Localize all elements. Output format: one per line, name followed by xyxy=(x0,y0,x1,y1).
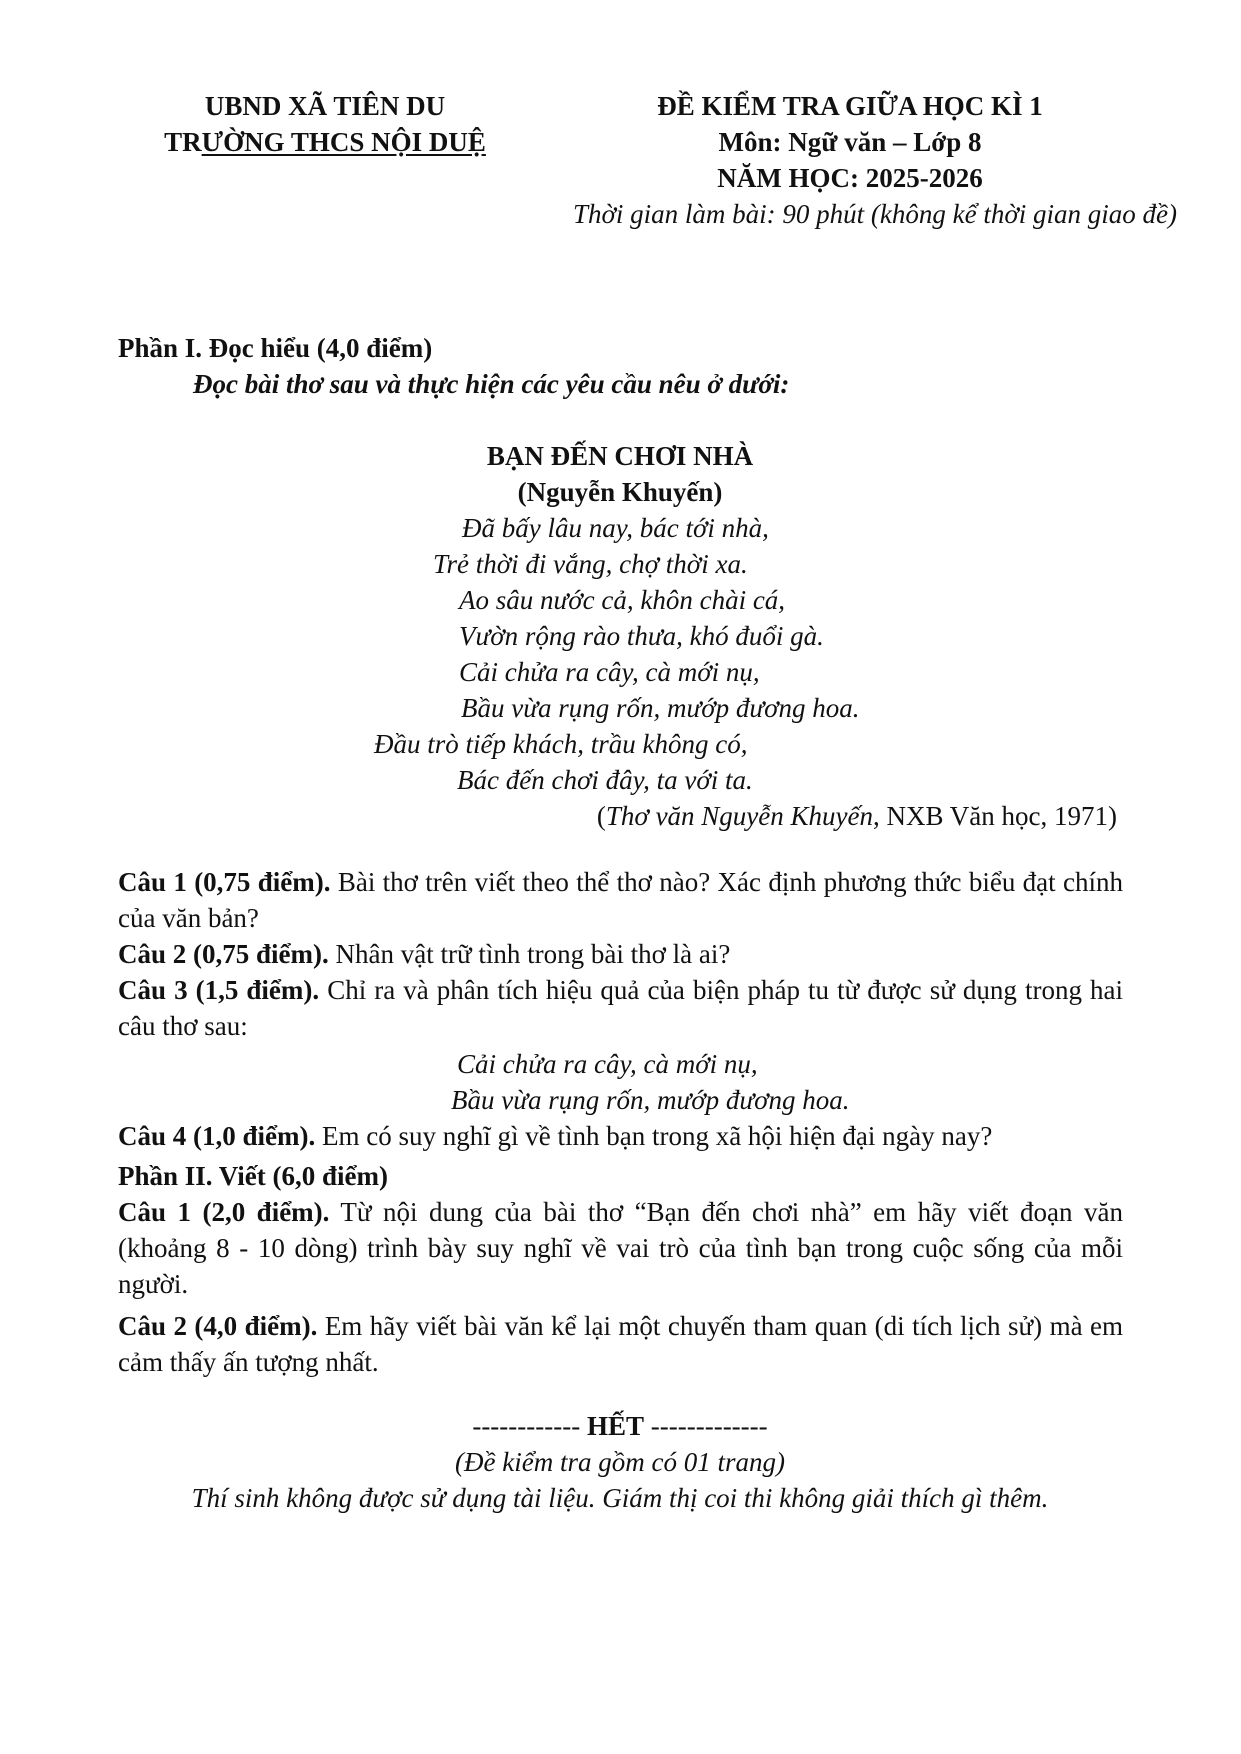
question-part1-3 xyxy=(118,972,1123,1044)
end-word: HẾT xyxy=(586,1411,645,1441)
end-marker xyxy=(320,1408,920,1444)
school-name-underlined: ƯỜNG THCS NỘI DUỆ xyxy=(201,127,486,157)
poem-line: Ao sâu nước cả, khôn chài cá, xyxy=(459,585,786,615)
page-count-note: (Đề kiểm tra gồm có 01 trang) xyxy=(455,1447,785,1477)
question-text: Nhân vật trữ tình trong bài thơ là ai? xyxy=(328,939,731,969)
poem-source-publisher: , NXB Văn học, 1971) xyxy=(873,801,1117,831)
quoted-poem-line: Bầu vừa rụng rốn, mướp đương hoa. xyxy=(451,1085,850,1115)
question-text: Em có suy nghĩ gì về tình bạn trong xã hội hiện đại ngày nay? xyxy=(315,1121,993,1151)
question-part2-1 xyxy=(118,1194,1123,1302)
question-label: Câu 3 (1,5 điểm). xyxy=(118,975,320,1005)
poem-line: Vườn rộng rào thưa, khó đuổi gà. xyxy=(459,621,824,651)
question-text: Em hãy viết bài văn kể lại một chuyến tham quan (di tích lịch sử) mà em cảm thấy ấn tượng nhất. xyxy=(118,1311,1123,1377)
part1-heading: Phần I. Đọc hiểu (4,0 điểm) xyxy=(118,333,433,363)
exam-rules-note: Thí sinh không được sử dụng tài liệu. Giám thị coi thi không giải thích gì thêm. xyxy=(191,1483,1049,1513)
end-dashes-left: ------------ xyxy=(472,1411,587,1441)
poem-source-book: Thơ văn Nguyễn Khuyến xyxy=(605,801,874,831)
question-part1-4 xyxy=(118,1118,1123,1154)
exam-subject: Môn: Ngữ văn – Lớp 8 xyxy=(718,127,982,157)
poem-line: Trẻ thời đi vắng, chợ thời xa. xyxy=(433,549,748,579)
exam-year: NĂM HỌC: 2025-2026 xyxy=(717,163,983,193)
question-part1-1 xyxy=(118,864,1123,936)
poem-line: Đã bấy lâu nay, bác tới nhà, xyxy=(462,513,769,543)
school-authority: UBND XÃ TIÊN DU xyxy=(204,91,446,121)
question-text: Bài thơ trên viết theo thể thơ nào? Xác định phương thức biểu đạt chính của văn bản? xyxy=(118,867,1123,933)
exam-title: ĐỀ KIỂM TRA GIỮA HỌC KÌ 1 xyxy=(657,91,1043,121)
poem-source xyxy=(597,798,1117,834)
end-dashes-right: ------------- xyxy=(644,1411,768,1441)
quoted-poem-line: Cải chửa ra cây, cà mới nụ, xyxy=(457,1049,758,1079)
part1-instruction: Đọc bài thơ sau và thực hiện các yêu cầu nêu ở dưới: xyxy=(193,369,790,399)
poem-author: (Nguyễn Khuyến) xyxy=(517,477,723,507)
question-text: Từ nội dung của bài thơ “Bạn đến chơi nhà” em hãy viết đoạn văn (khoảng 8 - 10 dòng) trình bày suy nghĩ về vai trò của tình bạn trong cuộc sống của mỗi người. xyxy=(118,1197,1123,1299)
part2-heading: Phần II. Viết (6,0 điểm) xyxy=(118,1161,388,1191)
poem-title: BẠN ĐẾN CHƠI NHÀ xyxy=(486,441,754,471)
question-label: Câu 1 (2,0 điểm). xyxy=(118,1197,330,1227)
question-label: Câu 2 (0,75 điểm). xyxy=(118,939,329,969)
question-label: Câu 1 (0,75 điểm). xyxy=(118,867,331,897)
poem-line: Bác đến chơi đây, ta với ta. xyxy=(457,765,753,795)
question-label: Câu 4 (1,0 điểm). xyxy=(118,1121,316,1151)
poem-source-open: ( xyxy=(596,801,606,831)
question-text: Chỉ ra và phân tích hiệu quả của biện pháp tu từ được sử dụng trong hai câu thơ sau: xyxy=(118,975,1123,1041)
question-part2-2 xyxy=(118,1308,1123,1380)
poem-line: Bầu vừa rụng rốn, mướp đương hoa. xyxy=(461,693,860,723)
question-label: Câu 2 (4,0 điểm). xyxy=(118,1311,318,1341)
poem-line: Cải chửa ra cây, cà mới nụ, xyxy=(459,657,760,687)
school-name-prefix: TR xyxy=(164,127,202,157)
exam-duration: Thời gian làm bài: 90 phút (không kể thời gian giao đề) xyxy=(572,199,1177,229)
poem-line: Đầu trò tiếp khách, trầu không có, xyxy=(374,729,748,759)
question-part1-2 xyxy=(118,936,1123,972)
school-name xyxy=(150,124,500,160)
